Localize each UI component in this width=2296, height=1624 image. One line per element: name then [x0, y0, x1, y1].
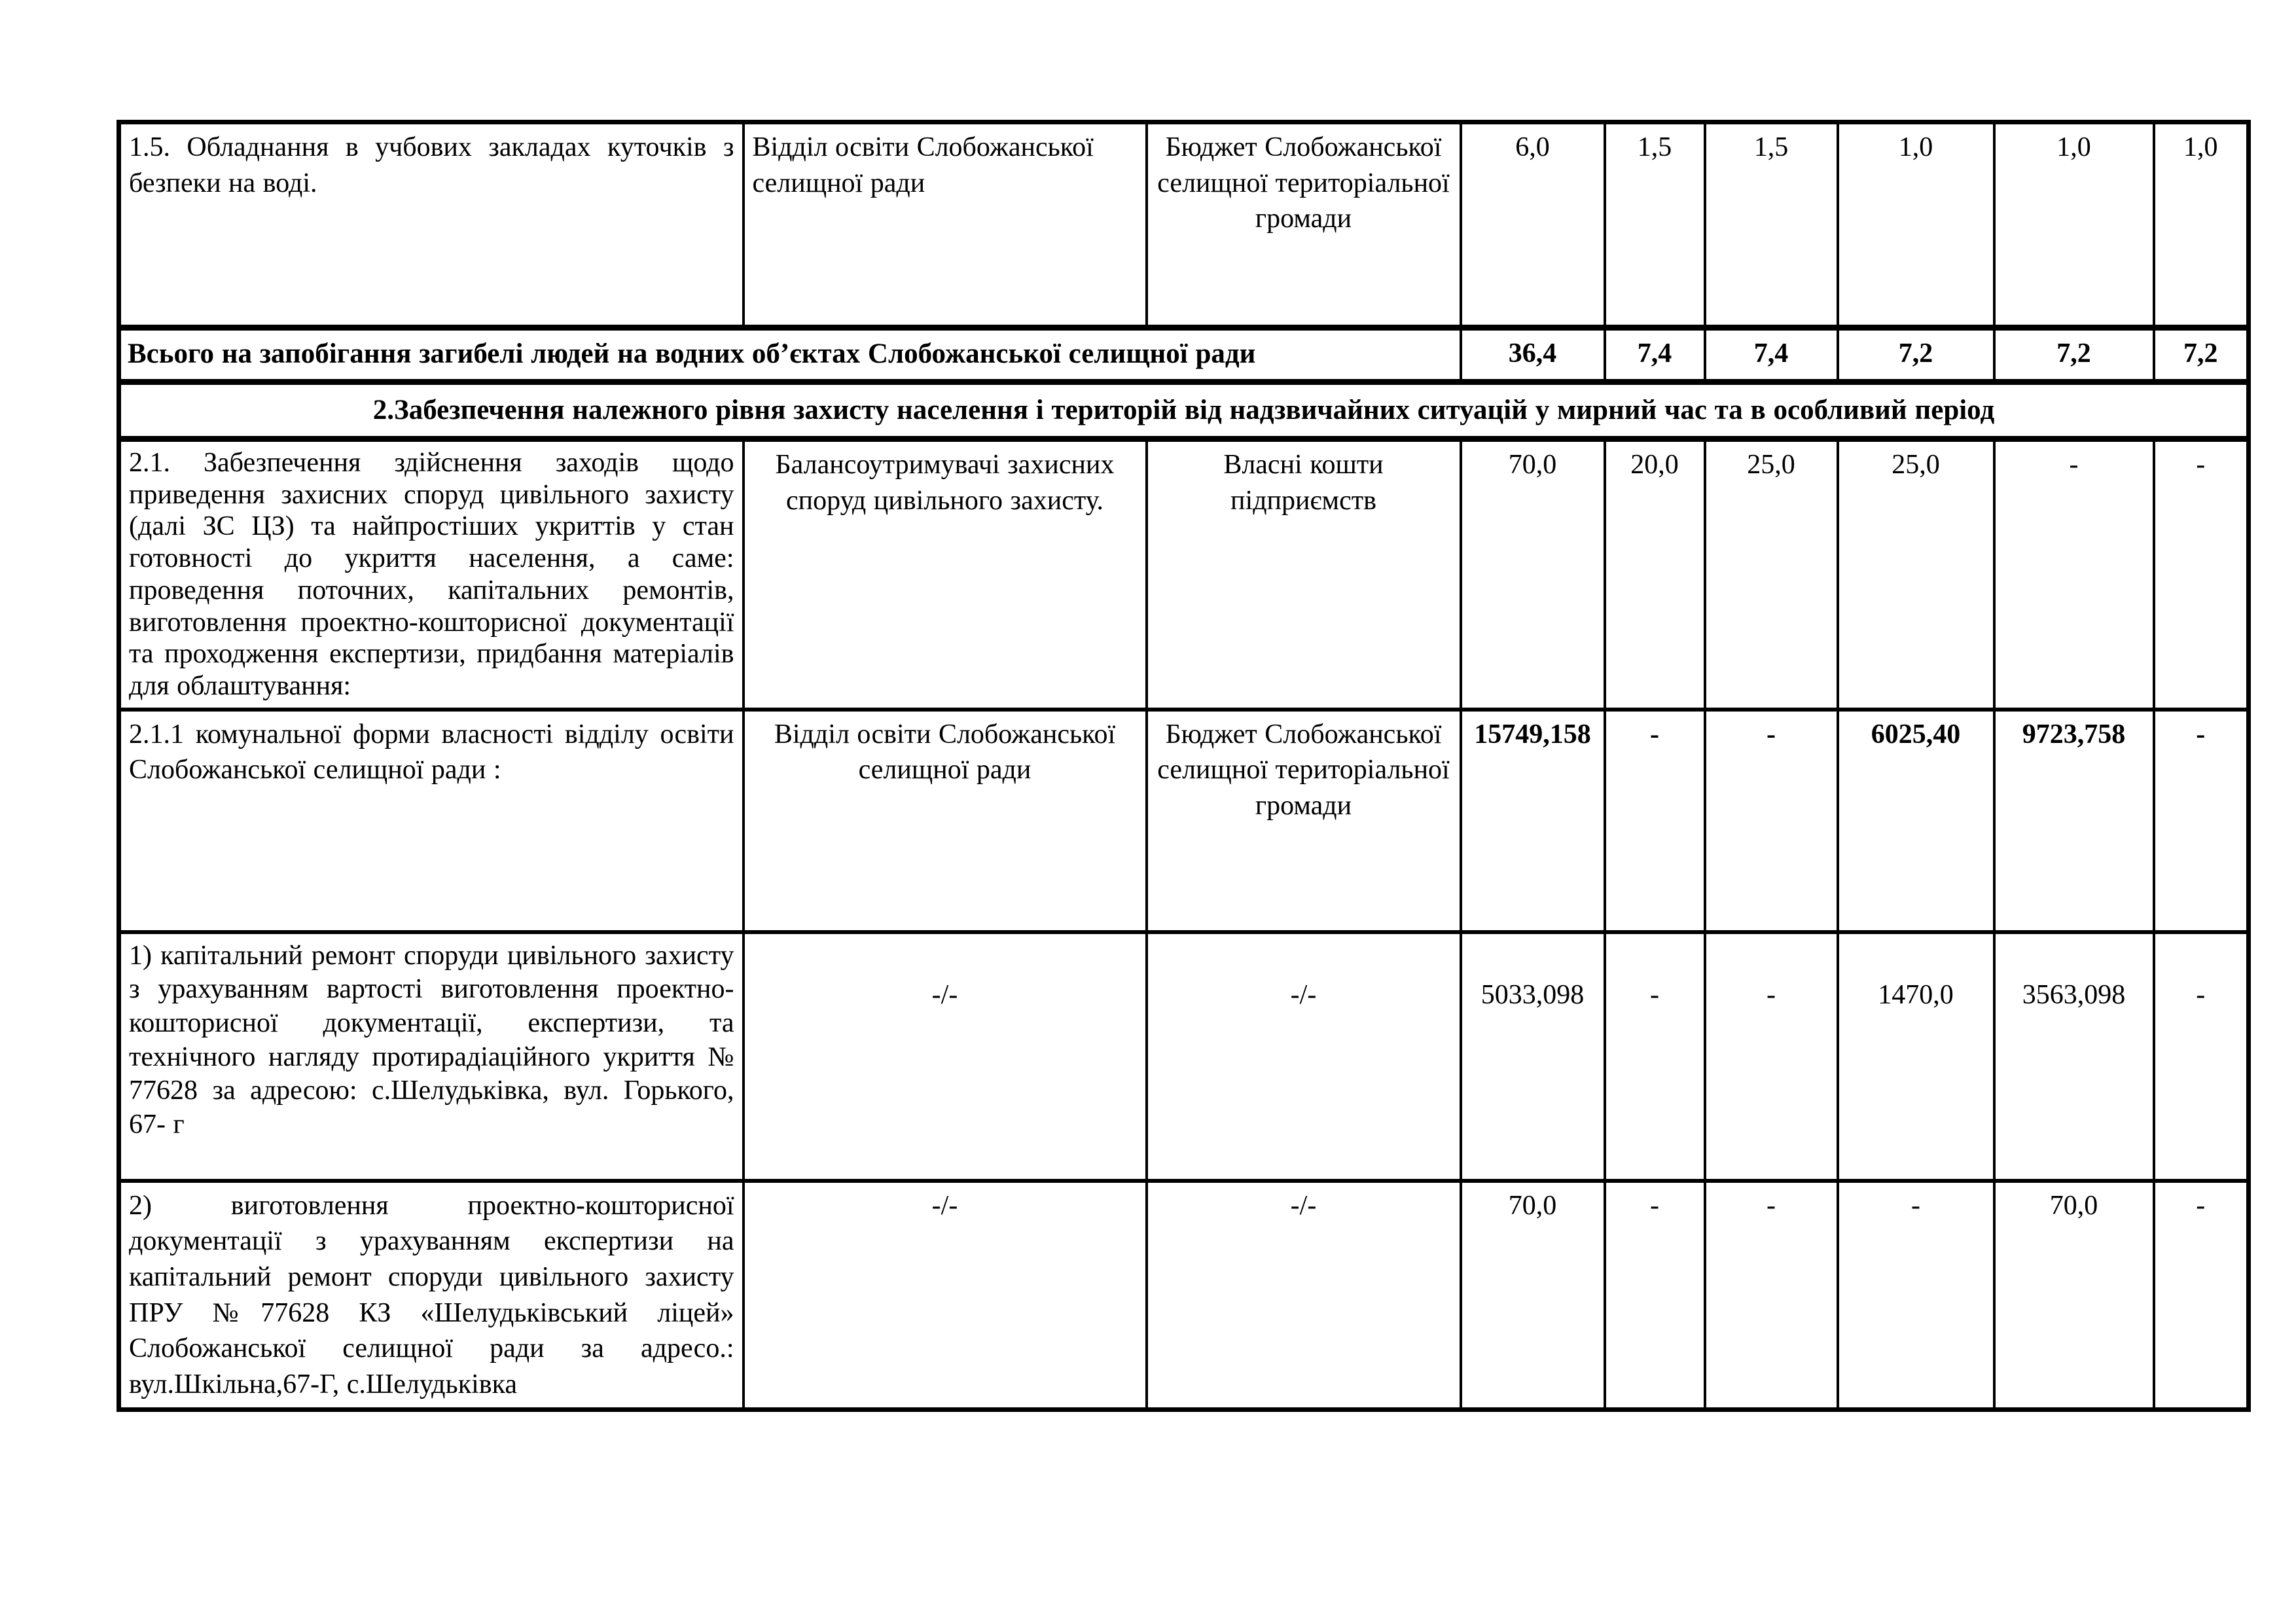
activity-cell: 2.1. Забезпечення здійснення заходів щодо приведення захисних споруд цивільного захисту (далі ЗС ЦЗ) та найпростіших укриттів у стан готовності до укриття населення, а саме: проведення поточних, капітальних ремонтів, виготовлення проектно-кошторисної документації та проходження експертизи, придбання матеріалів для облаштування:	[119, 439, 744, 710]
value-cell: -	[1705, 1181, 1838, 1410]
value-cell: -	[2154, 710, 2249, 932]
table-row-2-1	[119, 439, 2249, 710]
activity-cell: 2) виготовлення проектно-кошторисної документації з урахуванням експертизи на капітальний ремонт споруди цивільного захисту ПРУ №77628 КЗ «Шелудьківський ліцей» Слобожанської селищної ради за адресо.: вул.Шкільна,67-Г, с.Шелудьківка	[119, 1181, 744, 1410]
value-cell: 7,4	[1605, 328, 1705, 382]
activity-cell: 1) капітальний ремонт споруди цивільного захисту з урахуванням вартості виготовлення проектно-кошторисної документації, експертизи, та технічного нагляду протирадіаційного укриття № 77628 за адресою: с.Шелудьківка, вул. Горького, 67- г	[119, 932, 744, 1181]
funding-source-cell: Власні кошти підприємств	[1147, 439, 1461, 710]
executor-cell: Балансоутримувачі захисних споруд цивільного захисту.	[744, 439, 1147, 710]
value-cell: 25,0	[1705, 439, 1838, 710]
table-row-section-2	[119, 382, 2249, 439]
executor-cell: -/-	[744, 1181, 1147, 1410]
funding-source-cell: -/-	[1147, 932, 1461, 1181]
value-cell: 1,5	[1605, 122, 1705, 328]
executor-cell: Відділ освіти Слобожанської селищної ради	[744, 710, 1147, 932]
table-row-point-1	[119, 932, 2249, 1181]
table-row-total-water	[119, 328, 2249, 382]
value-cell: -	[1705, 932, 1838, 1181]
table-row-1-5	[119, 122, 2249, 328]
activity-cell: 2.1.1 комунальної форми власності відділу освіти Слобожанської селищної ради :	[119, 710, 744, 932]
value-cell: 1,5	[1705, 122, 1838, 328]
value-cell: 70,0	[1461, 1181, 1605, 1410]
value-cell: 7,4	[1705, 328, 1838, 382]
value-cell: 6025,40	[1838, 710, 1994, 932]
value-cell: -	[2154, 1181, 2249, 1410]
funding-source-cell: Бюджет Слобожанської селищної територіальної громади	[1147, 122, 1461, 328]
value-cell: 70,0	[1994, 1181, 2154, 1410]
total-row-label: Всього на запобігання загибелі людей на водних об’єктах Слобожанської селищної ради	[119, 328, 1461, 382]
value-cell: 1470,0	[1838, 932, 1994, 1181]
value-cell: -	[1994, 439, 2154, 710]
value-cell: 15749,158	[1461, 710, 1605, 932]
table-row-point-2	[119, 1181, 2249, 1410]
value-cell: -	[1605, 710, 1705, 932]
activity-cell: 1.5. Обладнання в учбових закладах куточків з безпеки на воді.	[119, 122, 744, 328]
value-cell: -	[1838, 1181, 1994, 1410]
funding-source-cell: -/-	[1147, 1181, 1461, 1410]
value-cell: 1,0	[1838, 122, 1994, 328]
value-cell: 1,0	[1994, 122, 2154, 328]
executor-cell: Відділ освіти Слобожанської селищної ради	[744, 122, 1147, 328]
value-cell: 9723,758	[1994, 710, 2154, 932]
value-cell: 36,4	[1461, 328, 1605, 382]
value-cell: -	[1705, 710, 1838, 932]
value-cell: 7,2	[2154, 328, 2249, 382]
value-cell: -	[1605, 1181, 1705, 1410]
executor-cell: -/-	[744, 932, 1147, 1181]
value-cell: -	[2154, 439, 2249, 710]
funding-source-cell: Бюджет Слобожанської селищної територіальної громади	[1147, 710, 1461, 932]
section-heading: 2.Забезпечення належного рівня захисту населення і територій від надзвичайних ситуацій у мирний час та в особливий період	[119, 382, 2249, 439]
table-row-2-1-1	[119, 710, 2249, 932]
value-cell: 7,2	[1994, 328, 2154, 382]
value-cell: 7,2	[1838, 328, 1994, 382]
value-cell: 5033,098	[1461, 932, 1605, 1181]
value-cell: 6,0	[1461, 122, 1605, 328]
value-cell: -	[1605, 932, 1705, 1181]
value-cell: 3563,098	[1994, 932, 2154, 1181]
value-cell: 25,0	[1838, 439, 1994, 710]
value-cell: 20,0	[1605, 439, 1705, 710]
value-cell: -	[2154, 932, 2249, 1181]
value-cell: 70,0	[1461, 439, 1605, 710]
program-budget-table	[117, 120, 2251, 1412]
value-cell: 1,0	[2154, 122, 2249, 328]
